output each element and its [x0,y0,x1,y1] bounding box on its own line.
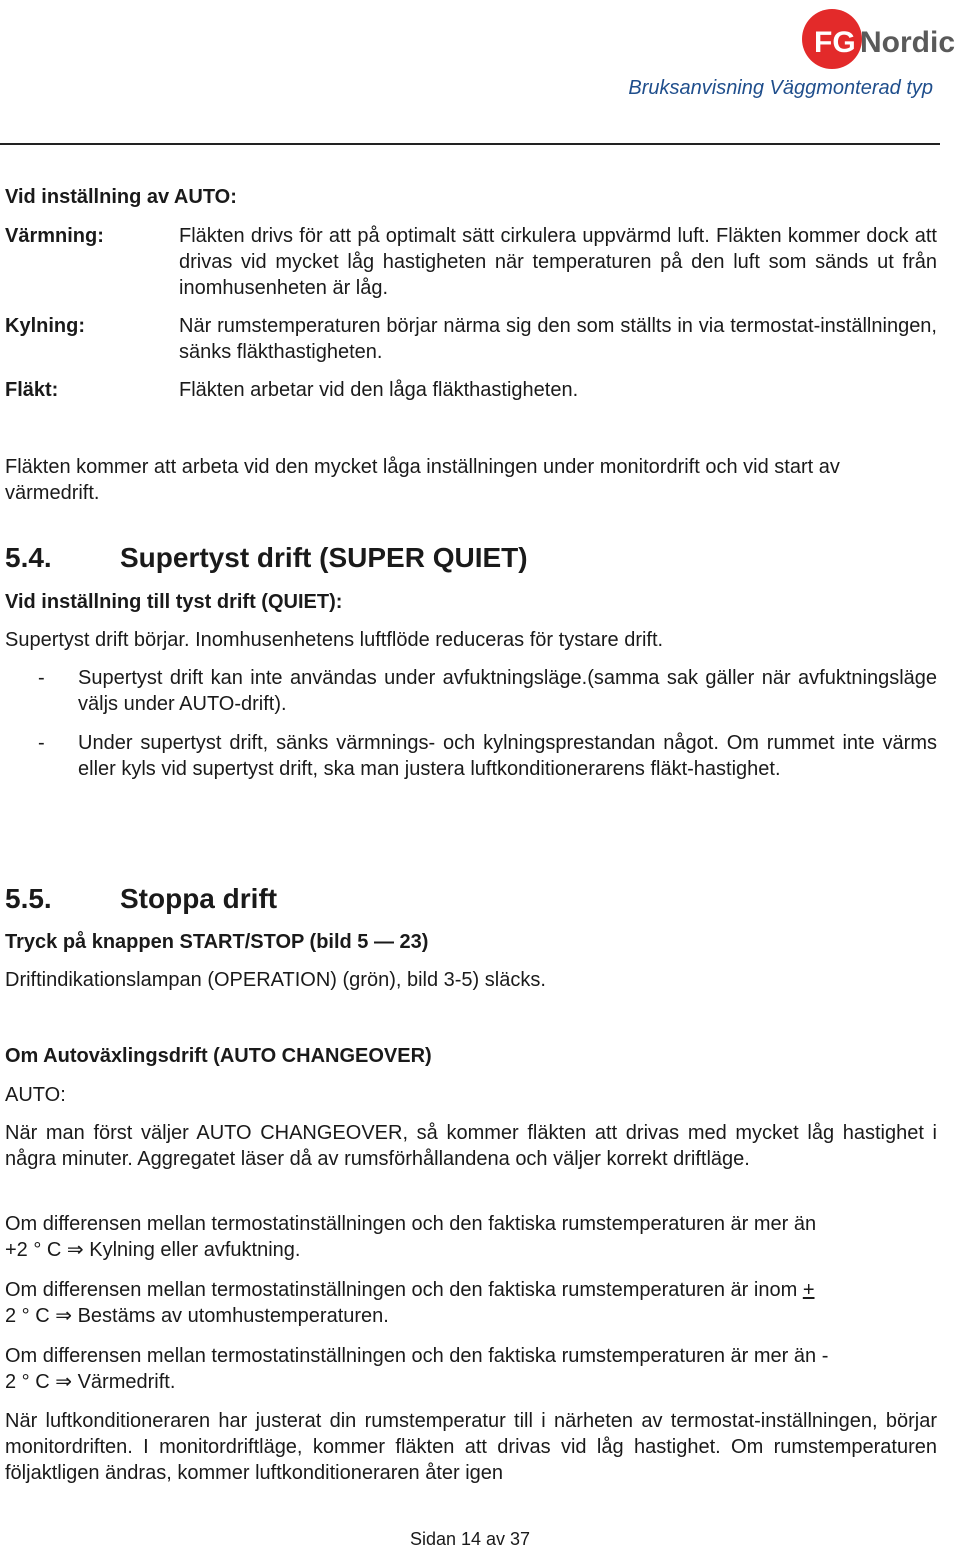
temperature-value: 2 ° C [5,1371,50,1393]
text-cooling: När rumstemperaturen börjar närma sig den som ställts in via termostat-inställningen, sänks fläkthastigheten. [179,315,937,363]
paragraph-line [5,1277,940,1303]
document-subtitle: Bruksanvisning Väggmonterad typ [628,77,933,99]
section-55-title: Stoppa drift [120,883,278,914]
label-heating: Värmning: [5,225,104,247]
bullet-item: Supertyst drift kan inte användas under avfuktningsläge.(samma sak gäller när avfuktningsläge väljs under AUTO-drift). [78,667,937,715]
changeover-paragraph-3 [5,1277,940,1329]
section-55-subheading: Tryck på knappen START/STOP (bild 5 — 23) [5,931,429,953]
bullet-item: Under supertyst drift, sänks värmnings- och kylningsprestandan något. Om rummet inte värms eller kyls vid supertyst drift, ska man justera luftkonditionerarens fläkt-hastighet. [78,732,937,780]
fg-nordic-logo [800,8,960,72]
section-54-number: 5.4. [5,542,52,573]
text-fan: Fläkten arbetar vid den låga fläkthastigheten. [179,379,579,401]
plus-minus-sign: + [802,1279,815,1301]
implies-arrow-icon: ⇒ [55,1371,73,1393]
result-text: Värmedrift. [77,1371,176,1393]
temperature-value: +2 ° C [5,1239,62,1261]
paragraph-line [5,1369,940,1395]
paragraph-line: Om differensen mellan termostatinställningen och den faktiska rumstemperaturen är mer än - [5,1345,829,1367]
paragraph-line [5,1303,940,1329]
changeover-paragraph-4 [5,1343,940,1395]
bullet-dash: - [38,732,45,754]
fan-note: Fläkten kommer att arbeta vid den mycket låga inställningen under monitordrift och vid start av värmedrift. [5,456,840,504]
changeover-heading: Om Autoväxlingsdrift (AUTO CHANGEOVER) [5,1045,432,1067]
bullet-dash: - [38,667,45,689]
logo-fg-text: FG [814,26,856,59]
paragraph-text: Om differensen mellan termostatinställningen och den faktiska rumstemperaturen är inom [5,1279,798,1301]
page-number: Sidan 14 av 37 [409,1529,531,1549]
logo-nordic-text: Nordic [860,26,956,59]
section-54-title: Supertyst drift (SUPER QUIET) [120,542,528,573]
section-55-text: Driftindikationslampan (OPERATION) (grön), bild 3-5) släcks. [5,969,546,991]
section-54-intro: Supertyst drift börjar. Inomhusenhetens luftflöde reduceras för tystare drift. [5,629,664,651]
result-text: Bestäms av utomhustemperaturen. [77,1305,389,1327]
auto-heading: Vid inställning av AUTO: [5,186,237,208]
section-54-subheading: Vid inställning till tyst drift (QUIET): [5,591,343,613]
label-cooling: Kylning: [5,315,85,337]
paragraph-line: Om differensen mellan termostatinställningen och den faktiska rumstemperaturen är mer än [5,1213,817,1235]
paragraph-line [5,1237,940,1263]
text-heating: Fläkten drivs för att på optimalt sätt cirkulera uppvärmd luft. Fläkten kommer dock att drivas vid mycket låg hastigheten när temperaturen på den luft som sänds ut från inomhusenheten är låg. [179,225,937,299]
changeover-paragraph-2 [5,1211,940,1263]
changeover-paragraph-1: När man först väljer AUTO CHANGEOVER, så kommer fläkten att drivas med mycket låg hastighet i några minuter. Aggregatet läser då av rumsförhållandena och väljer korrekt driftläge. [5,1122,937,1170]
changeover-paragraph-5: När luftkonditioneraren har justerat din rumstemperatur till i närheten av termostat-inställningen, börjar monitordriften. I monitordriftläge, kommer fläkten att drivas vid låg hastighet. Om rumstemperaturen följaktligen ändras, kommer luftkonditioneraren åter igen [5,1410,937,1484]
implies-arrow-icon: ⇒ [66,1239,84,1261]
section-55-number: 5.5. [5,883,52,914]
result-text: Kylning eller avfuktning. [89,1239,301,1261]
label-fan: Fläkt: [5,379,59,401]
implies-arrow-icon: ⇒ [55,1305,73,1327]
temperature-value: 2 ° C [5,1305,50,1327]
header-divider [0,143,940,145]
changeover-auto-label: AUTO: [5,1084,66,1106]
